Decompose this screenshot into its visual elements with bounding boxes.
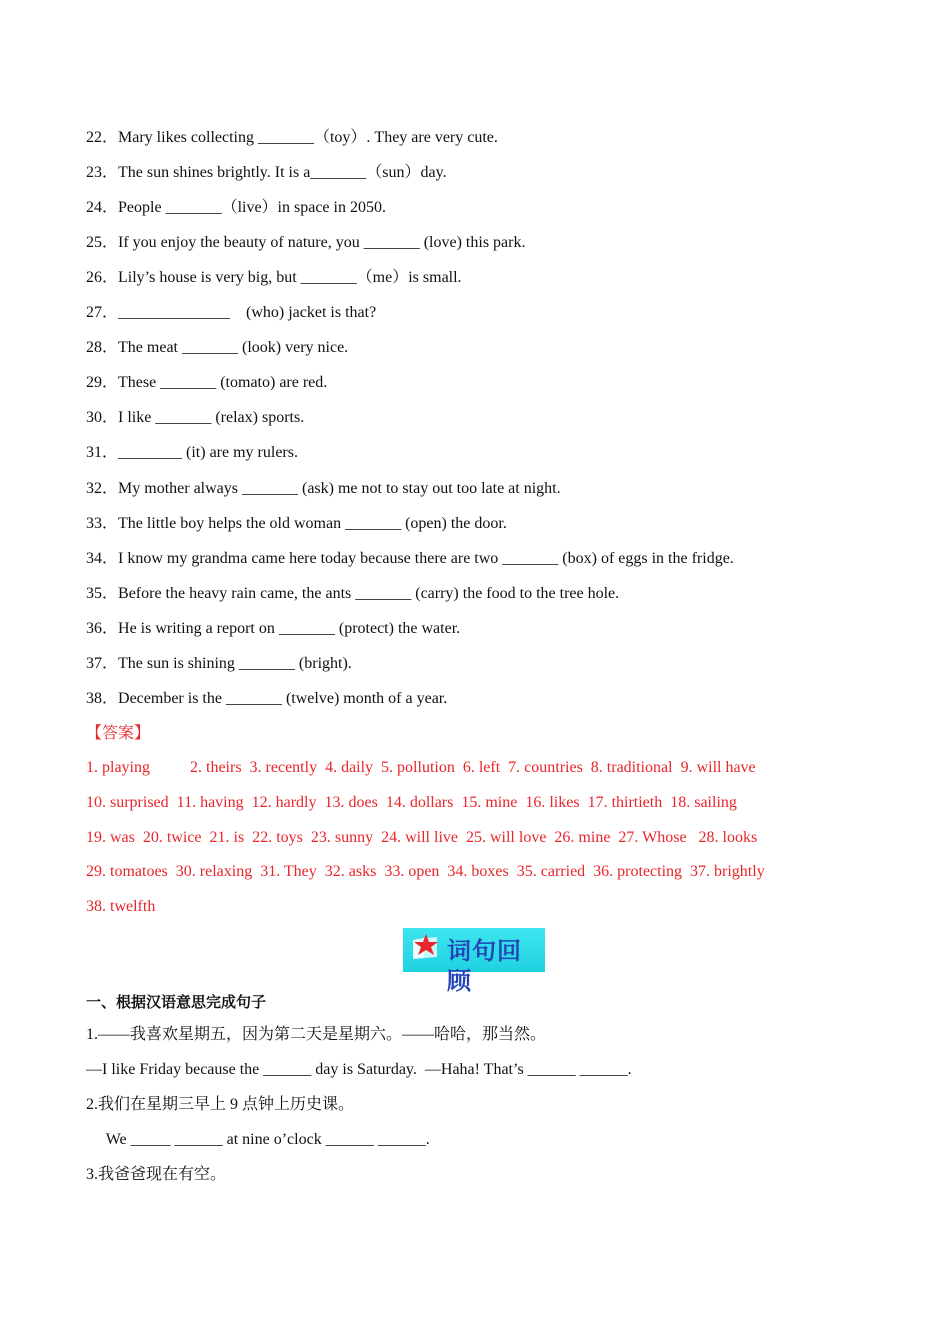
question-24: 24．People _______（live）in space in 2050. [86,199,386,216]
question-33: 33．The little boy helps the old woman _______ (open) the door. [86,515,507,532]
answer-line-1: 1. playing 2. theirs 3. recently 4. daily 5. pollution 6. left 7. countries 8. traditional 9. will have [86,759,756,776]
section-banner [403,928,545,995]
question-25: 25．If you enjoy the beauty of nature, you _______ (love) this park. [86,234,526,251]
question-29: 29．These _______ (tomato) are red. [86,374,328,391]
section-line-1: 1.——我喜欢星期五，因为第二天是星期六。——哈哈，那当然。 [86,1026,547,1043]
banner-title: 词句回顾 [447,936,522,995]
question-26: 26．Lily’s house is very big, but _______（me）is small. [86,269,462,286]
question-22: 22．Mary likes collecting _______（toy）. They are very cute. [86,129,498,146]
question-30: 30．I like _______ (relax) sports. [86,409,305,426]
question-32: 32．My mother always _______ (ask) me not to stay out too late at night. [86,480,561,497]
section-line-3: 2.我们在星期三早上 9 点钟上历史课。 [86,1096,355,1113]
answer-line-4: 29. tomatoes 30. relaxing 31. They 32. asks 33. open 34. boxes 35. carried 36. protecting 37. brightly [86,863,765,880]
answer-heading: 【答案】 [86,725,151,742]
question-31: 31．________ (it) are my rulers. [86,444,298,461]
question-36: 36．He is writing a report on _______ (protect) the water. [86,620,461,637]
question-37: 37．The sun is shining _______ (bright). [86,655,352,672]
question-34: 34．I know my grandma came here today because there are two _______ (box) of eggs in the fridge. [86,550,734,567]
star-book-icon [409,932,443,962]
section-line-5: 3.我爸爸现在有空。 [86,1166,227,1183]
section-line-2: —I like Friday because the ______ day is Saturday. —Haha! That’s ______ ______. [86,1061,632,1078]
question-35: 35．Before the heavy rain came, the ants _______ (carry) the food to the tree hole. [86,585,620,602]
section-line-4: We _____ ______ at nine o’clock ______ ______. [86,1131,430,1148]
question-27: 27．______________ (who) jacket is that? [86,304,377,321]
answer-line-3: 19. was 20. twice 21. is 22. toys 23. sunny 24. will live 25. will love 26. mine 27. Whose 28. looks [86,829,758,846]
question-23: 23．The sun shines brightly. It is a_______（sun）day. [86,164,447,181]
question-38: 38．December is the _______ (twelve) month of a year. [86,690,448,707]
answer-line-5: 38. twelfth [86,898,156,915]
answer-line-2: 10. surprised 11. having 12. hardly 13. does 14. dollars 15. mine 16. likes 17. thirtieth 18. sailing [86,794,737,811]
section-title: 一、根据汉语意思完成句子 [86,993,267,1011]
question-28: 28．The meat _______ (look) very nice. [86,339,349,356]
